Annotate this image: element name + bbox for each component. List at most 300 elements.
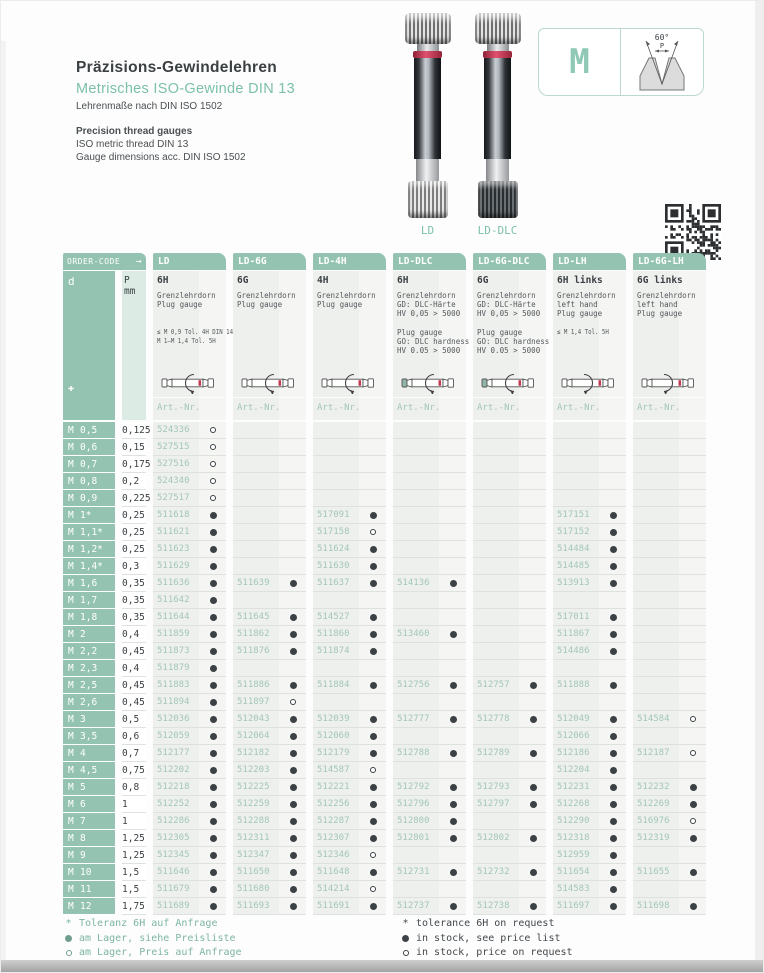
filled-dot-icon	[610, 546, 617, 553]
legend-item	[401, 932, 573, 947]
stock-indicator	[280, 580, 306, 587]
stock-indicator	[200, 852, 226, 859]
filled-dot-icon	[210, 852, 217, 859]
row-pitch: 0,8	[122, 779, 146, 796]
artnr-cell-value	[313, 728, 386, 745]
artnr-cell-value	[313, 677, 386, 694]
artnr-cell-value	[153, 847, 226, 864]
row-thread-size	[63, 558, 115, 575]
artnr-cell-value	[233, 473, 306, 490]
spec-lines-2: Plug gauge GO: DLC hardness HV 0.05 > 5000	[477, 328, 550, 355]
thread-value: 11	[80, 883, 92, 895]
article-number: 511630	[317, 561, 350, 571]
artnr-cell-value	[313, 439, 386, 456]
spec-lines-2	[317, 328, 383, 354]
thread-value: 2,5	[80, 679, 98, 691]
filled-dot-icon	[530, 784, 537, 791]
filled-dot-icon	[370, 512, 377, 519]
artnr-cell-value	[473, 660, 546, 677]
thread-profile-box	[621, 29, 703, 95]
article-number: 512268	[557, 799, 590, 809]
artnr-cell-value	[153, 813, 226, 830]
product-photos	[399, 13, 526, 237]
artnr-cell-value	[153, 507, 226, 524]
artnr-cell-value	[553, 898, 626, 915]
stock-indicator	[680, 750, 706, 756]
plug-gauge-icon	[481, 372, 539, 394]
legend-text: am Lager, siehe Preisliste	[79, 932, 236, 944]
article-number: 511894	[157, 697, 190, 707]
filled-dot-icon	[610, 903, 617, 910]
table-row	[63, 490, 706, 507]
artnr-cell-value	[313, 762, 386, 779]
article-number: 511860	[317, 629, 350, 639]
row-pitch: 0,45	[122, 643, 146, 660]
article-number: 517011	[557, 612, 590, 622]
article-number: 511691	[317, 901, 350, 911]
pitch-label: P	[659, 42, 665, 50]
filled-dot-icon	[450, 716, 457, 723]
artnr-cell-value	[153, 473, 226, 490]
table-row	[63, 728, 706, 745]
filled-dot-icon	[370, 580, 377, 587]
stock-indicator	[360, 682, 386, 689]
artnr-cell-value	[473, 677, 546, 694]
article-number: 512801	[397, 833, 430, 843]
filled-dot-icon	[290, 716, 297, 723]
artnr-cell-value	[553, 813, 626, 830]
artnr-cell-value	[233, 439, 306, 456]
filled-dot-icon	[290, 801, 297, 808]
thread-prefix: M	[68, 475, 74, 487]
artnr-cell-value	[473, 541, 546, 558]
artnr-cell-value	[633, 524, 706, 541]
artnr-cell-value	[553, 490, 626, 507]
thread-value: 1*	[80, 509, 92, 521]
artnr-cell-value	[233, 677, 306, 694]
thread-value: 2,3	[80, 662, 98, 674]
column-tab-label: LD	[158, 256, 170, 267]
artnr-cell-value	[633, 660, 706, 677]
filled-dot-icon	[610, 563, 617, 570]
filled-dot-icon	[290, 852, 297, 859]
stock-indicator	[360, 818, 386, 825]
stock-indicator	[360, 801, 386, 808]
open-dot-icon	[290, 699, 296, 705]
stock-indicator	[600, 767, 626, 774]
artnr-header: Art.-Nr.	[553, 398, 626, 420]
artnr-cell-value	[633, 728, 706, 745]
filled-dot-icon	[610, 818, 617, 825]
article-number: 514214	[317, 884, 350, 894]
table-row	[63, 422, 706, 439]
artnr-cell-value	[233, 524, 306, 541]
artnr-cell-value	[633, 881, 706, 898]
legend-text: in stock, see price list	[416, 932, 561, 944]
artnr-cell-value	[633, 898, 706, 915]
article-number: 512204	[557, 765, 590, 775]
row-thread-size	[63, 592, 115, 609]
artnr-cell-value	[313, 711, 386, 728]
article-number: 524336	[157, 425, 190, 435]
stock-indicator	[520, 869, 546, 876]
filled-dot-icon	[610, 529, 617, 536]
artnr-cell-value	[393, 694, 466, 711]
artnr-cell-value	[553, 711, 626, 728]
article-number: 512286	[157, 816, 190, 826]
article-number: 513913	[557, 578, 590, 588]
article-number: 511698	[637, 901, 670, 911]
table-head	[63, 271, 706, 420]
artnr-cell-value	[233, 898, 306, 915]
article-number: 512737	[397, 901, 430, 911]
filled-dot-icon	[450, 784, 457, 791]
thread-prefix: M	[68, 458, 74, 470]
article-number: 512757	[477, 680, 510, 690]
thread-value: 4	[80, 747, 86, 759]
stock-indicator	[360, 648, 386, 655]
article-number: 512225	[237, 782, 270, 792]
table-row	[63, 847, 706, 864]
stock-indicator	[600, 614, 626, 621]
filled-dot-icon	[370, 869, 377, 876]
thread-value: 8	[80, 832, 86, 844]
title-german: Präzisions-Gewindelehren	[76, 59, 278, 76]
artnr-cell-value	[153, 490, 226, 507]
open-dot-icon	[370, 886, 376, 892]
thread-value: 12	[80, 900, 92, 912]
row-pitch: 0,3	[122, 558, 146, 575]
filled-dot-icon	[290, 631, 297, 638]
open-dot-icon	[370, 852, 376, 858]
stock-indicator	[280, 886, 306, 893]
artnr-cell-value	[153, 830, 226, 847]
artnr-cell-value	[313, 745, 386, 762]
artnr-cell-value	[473, 728, 546, 745]
plug-gauge-icon	[161, 372, 219, 394]
stock-indicator	[520, 750, 546, 757]
article-number: 511867	[557, 629, 590, 639]
artnr-cell-value	[153, 575, 226, 592]
article-number: 512202	[157, 765, 190, 775]
artnr-cell-value	[313, 864, 386, 881]
thread-prefix: M	[68, 798, 74, 810]
stock-indicator	[280, 784, 306, 791]
red-ring	[413, 51, 442, 58]
stock-indicator	[520, 784, 546, 791]
stock-indicator	[360, 563, 386, 570]
thread-value: 5	[80, 781, 86, 793]
stock-indicator	[280, 733, 306, 740]
filled-dot-icon	[370, 903, 377, 910]
artnr-header: Art.-Nr.	[393, 398, 466, 420]
thread-member	[408, 181, 448, 218]
stock-indicator	[200, 835, 226, 842]
artnr-cell-value	[553, 779, 626, 796]
artnr-cell-value	[393, 660, 466, 677]
p-label: P	[124, 275, 130, 286]
artnr-cell-value	[313, 490, 386, 507]
row-thread-size	[63, 660, 115, 677]
article-number: 527515	[157, 442, 190, 452]
artnr-cell-value	[633, 677, 706, 694]
tolerance-grade: 6G	[477, 275, 489, 286]
artnr-cell-value	[153, 660, 226, 677]
article-number: 512186	[557, 748, 590, 758]
row-thread-size	[63, 643, 115, 660]
stock-indicator	[600, 784, 626, 791]
article-number: 512305	[157, 833, 190, 843]
artnr-cell-value	[553, 456, 626, 473]
artnr-cell-value	[553, 609, 626, 626]
artnr-header: Art.-Nr.	[153, 398, 226, 420]
thread-value: 1,2*	[80, 543, 103, 555]
open-dot-icon	[64, 950, 73, 956]
filled-dot-icon	[290, 648, 297, 655]
thread-prefix: M	[68, 662, 74, 674]
filled-dot-icon	[530, 801, 537, 808]
open-dot-icon	[210, 495, 216, 501]
thread-value: 0,8	[80, 475, 98, 487]
artnr-cell-value	[233, 694, 306, 711]
artnr-cell-value	[393, 456, 466, 473]
article-number: 524340	[157, 476, 190, 486]
artnr-cell-value	[553, 473, 626, 490]
plug-gauge-icon	[241, 372, 299, 394]
table-row	[63, 694, 706, 711]
stock-indicator	[440, 750, 466, 757]
row-thread-size	[63, 847, 115, 864]
legend-german	[64, 917, 242, 961]
artnr-cell-value	[553, 694, 626, 711]
filled-dot-icon	[290, 903, 297, 910]
filled-dot-icon	[610, 886, 617, 893]
artnr-cell-value	[633, 507, 706, 524]
filled-dot-icon	[690, 835, 697, 842]
column-spec-ld-6g	[233, 271, 306, 397]
stock-indicator	[600, 631, 626, 638]
table-row	[63, 456, 706, 473]
row-thread-size	[63, 762, 115, 779]
article-number: 516976	[637, 816, 670, 826]
note-german: Lehrenmaße nach DIN ISO 1502	[76, 101, 223, 112]
row-pitch: 0,125	[122, 422, 146, 439]
stock-indicator	[680, 716, 706, 722]
column-tab-ld	[153, 253, 226, 270]
artnr-cell-value	[153, 524, 226, 541]
artnr-cell-value	[233, 626, 306, 643]
thread-member-dlc	[478, 181, 518, 218]
filled-dot-icon	[290, 886, 297, 893]
stock-indicator	[200, 495, 226, 501]
artnr-cell-value	[553, 575, 626, 592]
table-row	[63, 779, 706, 796]
filled-dot-icon	[450, 580, 457, 587]
stock-indicator	[200, 597, 226, 604]
stock-indicator	[440, 631, 466, 638]
artnr-cell-value	[633, 439, 706, 456]
filled-dot-icon	[370, 563, 377, 570]
column-tab-ld-6g	[233, 253, 306, 270]
open-dot-icon	[210, 427, 216, 433]
artnr-cell-value	[313, 422, 386, 439]
filled-dot-icon	[210, 597, 217, 604]
stock-indicator	[440, 784, 466, 791]
row-thread-size	[63, 728, 115, 745]
filled-dot-icon	[290, 767, 297, 774]
article-number: 514583	[557, 884, 590, 894]
legend-item	[64, 932, 242, 947]
article-number: 512346	[317, 850, 350, 860]
thread-prefix: M	[68, 730, 74, 742]
artnr-cell-value	[153, 796, 226, 813]
article-number: 511883	[157, 680, 190, 690]
article-number: 511876	[237, 646, 270, 656]
article-number: 511636	[157, 578, 190, 588]
filled-dot-icon	[370, 716, 377, 723]
artnr-cell-value	[313, 898, 386, 915]
thread-prefix: M	[68, 577, 74, 589]
artnr-cell-value	[393, 575, 466, 592]
filled-dot-icon	[370, 733, 377, 740]
artnr-cell-value	[473, 881, 546, 898]
article-number: 512793	[477, 782, 510, 792]
stock-indicator	[360, 835, 386, 842]
row-pitch: 1,5	[122, 881, 146, 898]
artnr-cell-value	[153, 898, 226, 915]
photo-label-ld-dlc: LD-DLC	[477, 224, 518, 237]
filled-dot-icon	[450, 903, 457, 910]
artnr-cell-value	[233, 830, 306, 847]
filled-dot-icon	[370, 784, 377, 791]
article-number: 511680	[237, 884, 270, 894]
stock-indicator	[600, 529, 626, 536]
stock-indicator	[200, 478, 226, 484]
tolerance-grade: 6H	[397, 275, 409, 286]
artnr-cell-value	[393, 847, 466, 864]
legend-text: am Lager, Preis auf Anfrage	[79, 947, 242, 958]
row-pitch: 0,2	[122, 473, 146, 490]
artnr-cell-value	[473, 626, 546, 643]
row-pitch: 0,35	[122, 609, 146, 626]
stock-indicator	[280, 699, 306, 705]
stock-indicator	[600, 546, 626, 553]
stock-indicator	[360, 869, 386, 876]
thread-value: 1,7	[80, 594, 98, 606]
artnr-cell-value	[553, 660, 626, 677]
article-number: 512307	[317, 833, 350, 843]
stock-indicator	[520, 801, 546, 808]
artnr-cell-value	[633, 490, 706, 507]
artnr-cell-value	[473, 898, 546, 915]
row-pitch: 0,75	[122, 762, 146, 779]
article-number: 512290	[557, 816, 590, 826]
handle-body	[414, 58, 441, 159]
article-number: 511629	[157, 561, 190, 571]
thread-value: 0,9	[80, 492, 98, 504]
row-thread-size	[63, 524, 115, 541]
artnr-cell-value	[393, 864, 466, 881]
thread-prefix: M	[68, 611, 74, 623]
spec-lines-1: Grenzlehrdorn left hand Plug gauge	[557, 291, 616, 318]
thread-type-badge	[538, 28, 704, 96]
column-spec-ld-6g-lh	[633, 271, 706, 397]
artnr-cell-value	[473, 847, 546, 864]
asterisk-icon: *	[65, 918, 72, 929]
subtitle-german: Metrisches ISO-Gewinde DIN 13	[76, 81, 296, 97]
artnr-cell-value	[393, 609, 466, 626]
filled-dot-icon	[210, 682, 217, 689]
artnr-cell-value	[313, 626, 386, 643]
article-number: 512043	[237, 714, 270, 724]
column-spec-ld	[153, 271, 234, 397]
article-number: 511637	[317, 578, 350, 588]
article-number: 512756	[397, 680, 430, 690]
article-number: 511897	[237, 697, 270, 707]
artnr-cell-value	[633, 422, 706, 439]
table-row	[63, 864, 706, 881]
thread-value: 2	[80, 628, 86, 640]
filled-dot-icon	[450, 682, 457, 689]
filled-dot-icon	[290, 869, 297, 876]
filled-dot-icon	[610, 682, 617, 689]
article-number: 514486	[557, 646, 590, 656]
tolerance-grade: 4H	[317, 275, 329, 286]
artnr-cell-value	[633, 830, 706, 847]
filled-dot-icon	[450, 835, 457, 842]
article-number: 511642	[157, 595, 190, 605]
thread-value: 4,5	[80, 764, 98, 776]
article-number: 512218	[157, 782, 190, 792]
article-number: 511884	[317, 680, 350, 690]
plug-gauge-icon	[641, 372, 699, 394]
artnr-cell-value	[393, 558, 466, 575]
article-number: 512064	[237, 731, 270, 741]
artnr-cell-value	[393, 507, 466, 524]
artnr-cell-value	[233, 762, 306, 779]
article-number: 514587	[317, 765, 350, 775]
stock-indicator	[440, 716, 466, 723]
filled-dot-icon	[290, 818, 297, 825]
column-spec-ld-dlc	[393, 271, 470, 397]
stock-indicator	[200, 699, 226, 706]
thread-prefix: M	[68, 628, 74, 640]
thread-prefix: M	[68, 509, 74, 521]
artnr-cell-value	[473, 711, 546, 728]
filled-dot-icon	[210, 563, 217, 570]
article-number: 512789	[477, 748, 510, 758]
row-pitch: 0,25	[122, 507, 146, 524]
thread-prefix: M	[68, 832, 74, 844]
artnr-cell-value	[233, 541, 306, 558]
column-spec-ld-6g-dlc	[473, 271, 550, 397]
shaft	[416, 159, 439, 181]
table-row	[63, 830, 706, 847]
row-pitch: 0,175	[122, 456, 146, 473]
plug-gauge-icon	[401, 372, 459, 394]
artnr-cell-value	[153, 711, 226, 728]
stock-indicator	[680, 801, 706, 808]
artnr-cell-value	[313, 524, 386, 541]
stock-indicator	[600, 818, 626, 825]
filled-dot-icon	[450, 750, 457, 757]
article-number: 512288	[237, 816, 270, 826]
row-thread-size	[63, 813, 115, 830]
row-thread-size	[63, 898, 115, 915]
page-header	[76, 59, 376, 164]
article-number: 512187	[637, 748, 670, 758]
artnr-cell-value	[633, 779, 706, 796]
